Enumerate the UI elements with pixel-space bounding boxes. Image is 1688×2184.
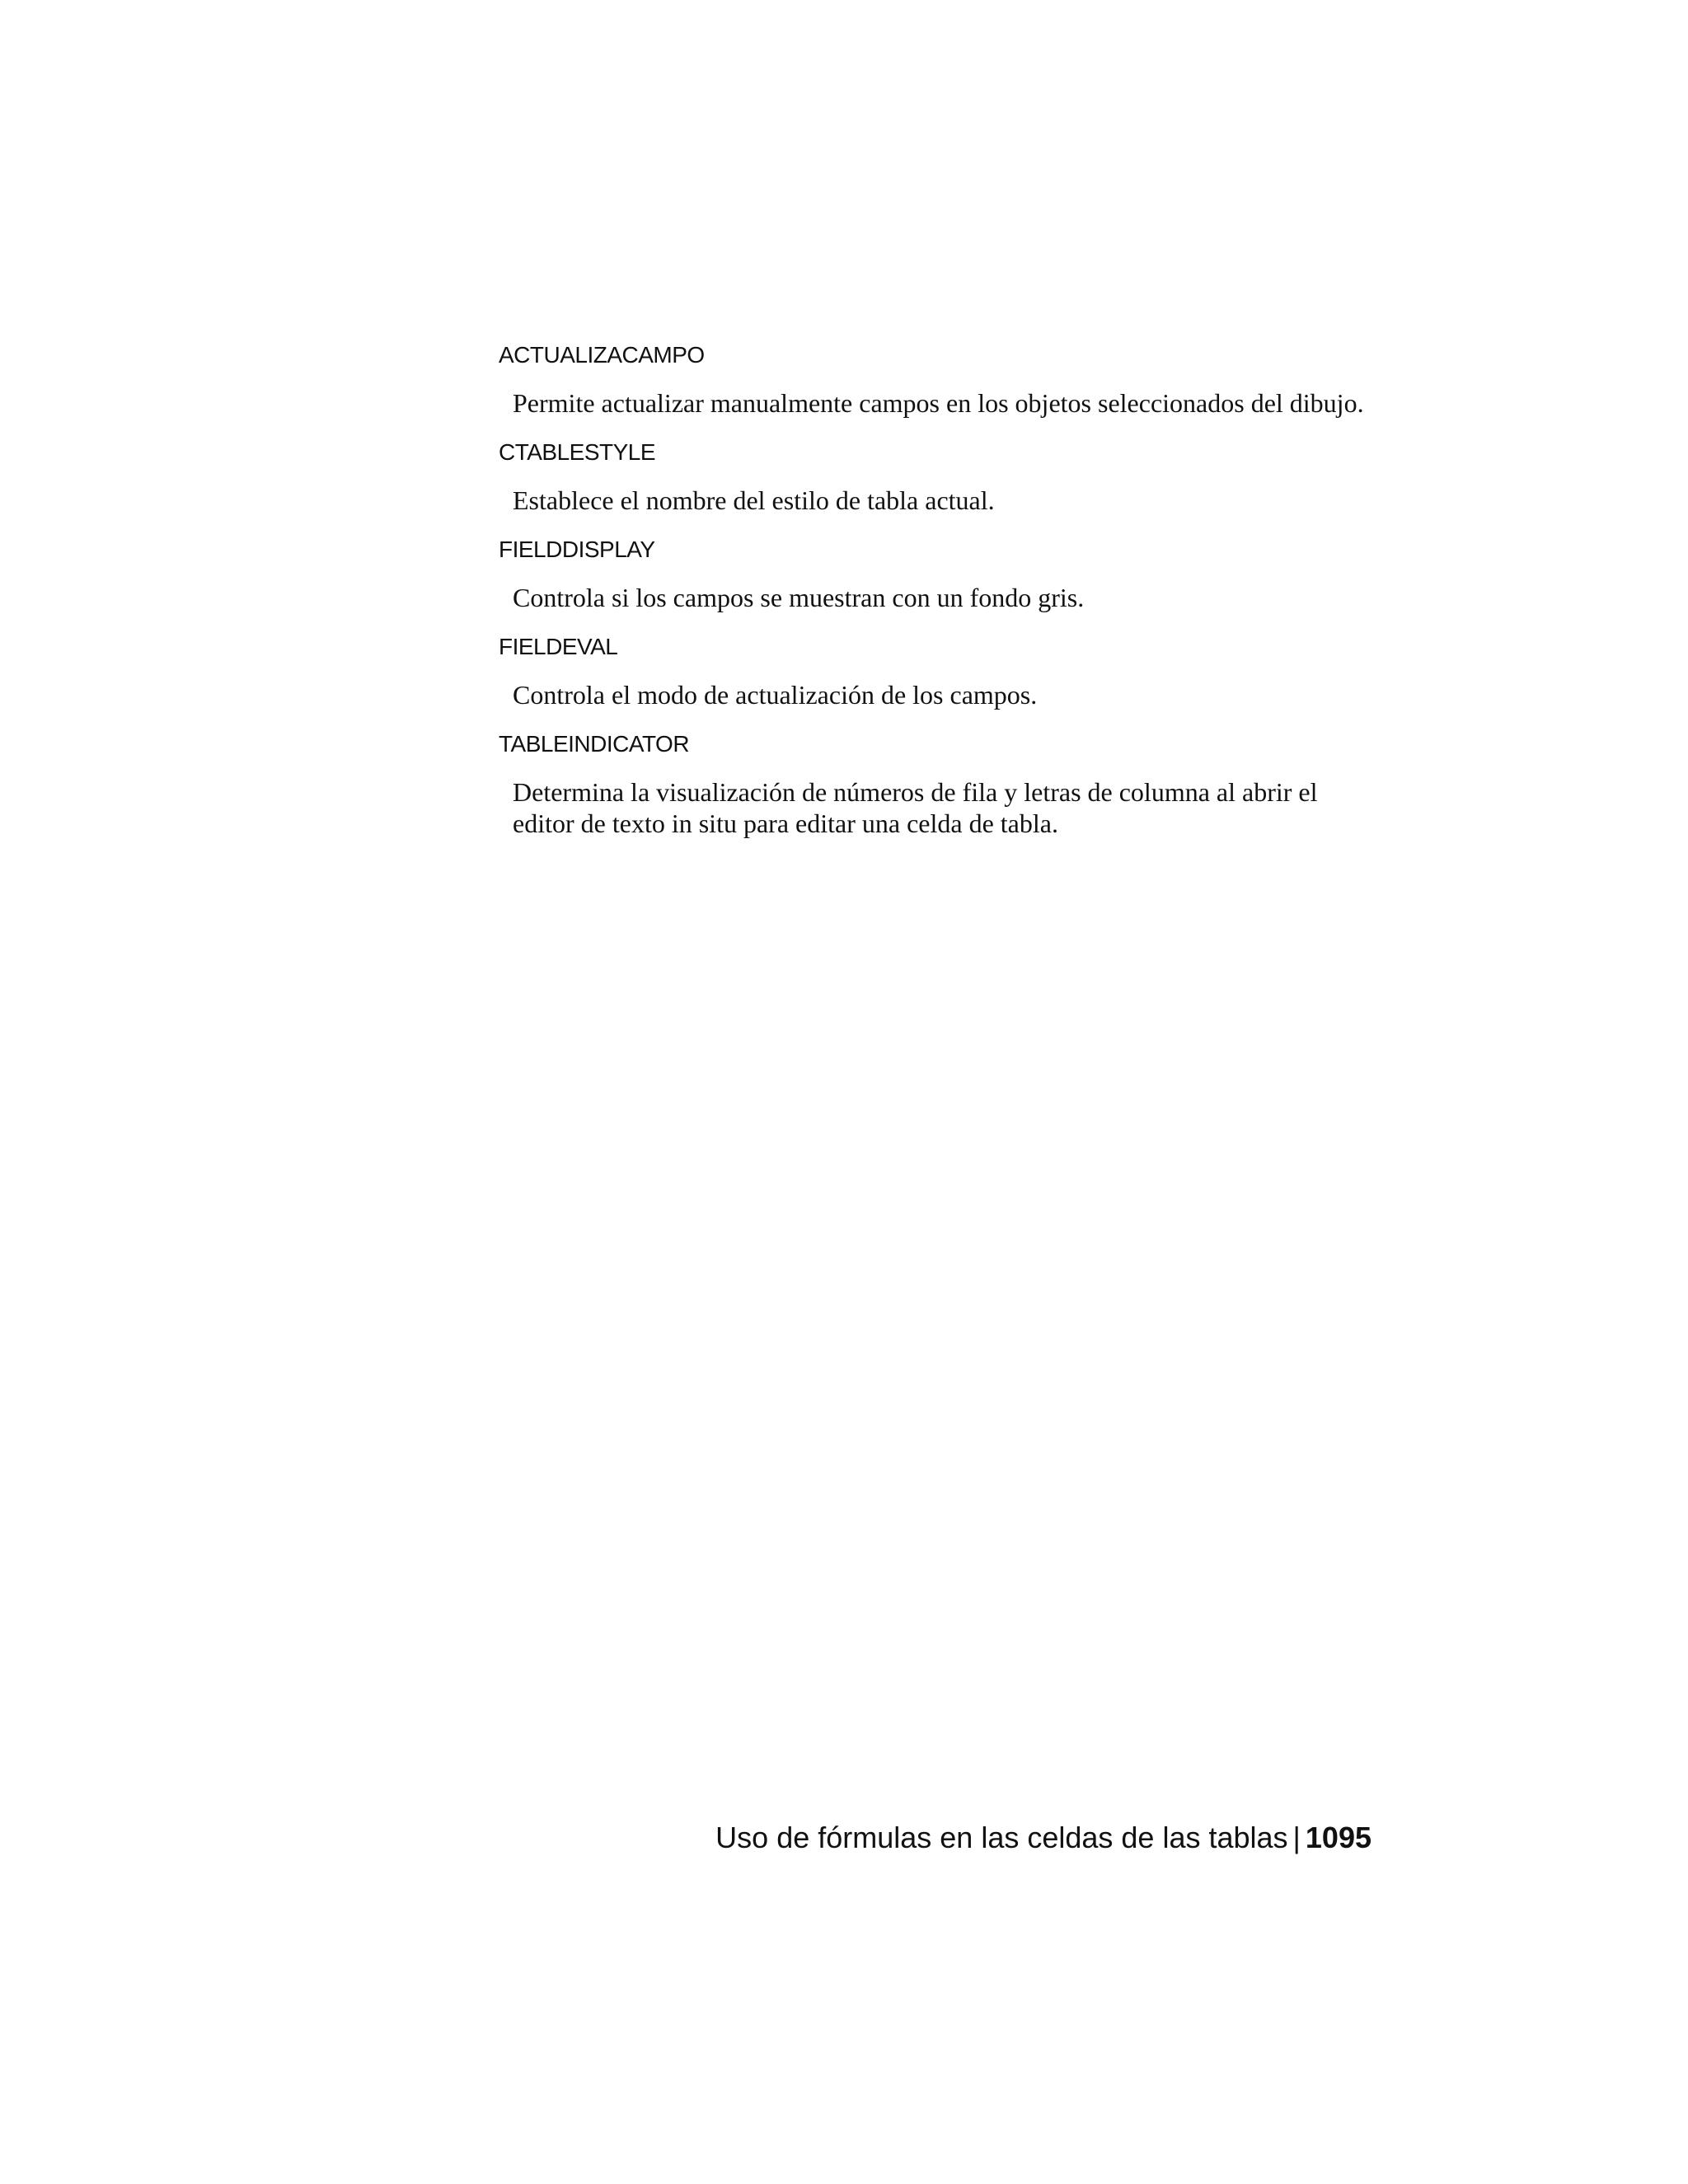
entry-term[interactable]: CTABLESTYLE: [499, 439, 656, 465]
entry-term[interactable]: TABLEINDICATOR: [499, 731, 690, 757]
entry-description: Establece el nombre del estilo de tabla actual.: [513, 485, 995, 515]
entry-tableindicator: [499, 729, 1381, 839]
entry-fieldeval: [499, 631, 1381, 710]
entry-description: Determina la visualización de números de fila y letras de columna al abrir el editor de texto in situ para editar una celda de tabla.: [513, 777, 1318, 838]
entry-fielddisplay: [499, 534, 1381, 613]
entry-term[interactable]: ACTUALIZACAMPO: [499, 342, 705, 368]
definition-list: [499, 340, 1381, 857]
entry-description: Controla si los campos se muestran con un fondo gris.: [513, 583, 1085, 612]
entry-actualizacampo: [499, 340, 1381, 419]
entry-description: Controla el modo de actualización de los campos.: [513, 680, 1038, 710]
entry-term[interactable]: FIELDDISPLAY: [499, 537, 655, 562]
page-footer: [715, 1817, 1372, 1858]
page-number: 1095: [1305, 1821, 1372, 1854]
footer-section-title: Uso de fórmulas en las celdas de las tablas: [715, 1821, 1288, 1854]
footer-separator: |: [1292, 1821, 1301, 1854]
entry-term[interactable]: FIELDEVAL: [499, 634, 618, 659]
entry-description: Permite actualizar manualmente campos en los objetos seleccionados del dibujo.: [513, 388, 1364, 418]
entry-ctablestyle: [499, 437, 1381, 516]
